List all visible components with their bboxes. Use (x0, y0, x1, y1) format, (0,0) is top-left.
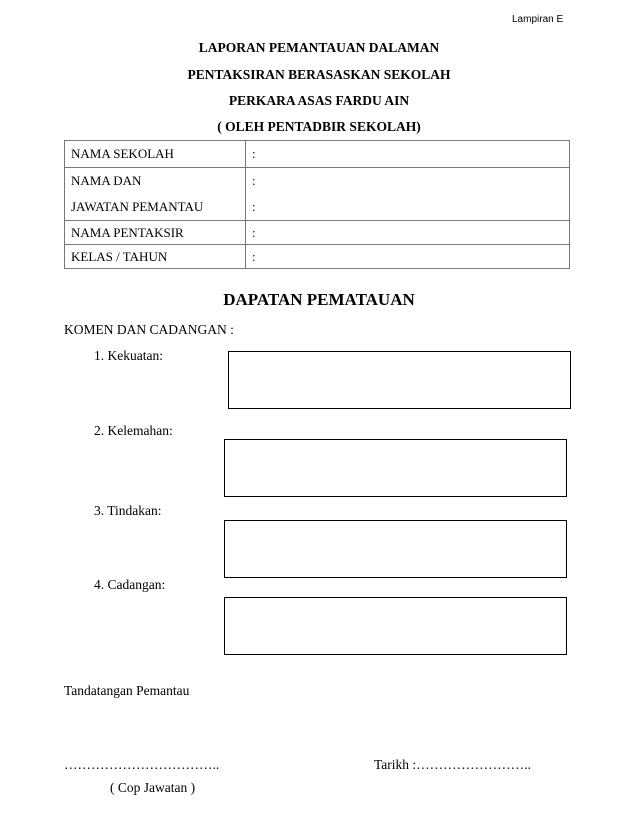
title-line-4: ( OLEH PENTADBIR SEKOLAH) (217, 119, 421, 134)
info-label-line: NAMA DAN (71, 173, 142, 188)
kelemahan-input-box[interactable] (224, 439, 567, 497)
info-value-line: : (252, 199, 256, 214)
section-heading: DAPATAN PEMATAUAN (223, 290, 415, 309)
info-value-line: : (252, 173, 256, 188)
info-row-nama-pentaksir (65, 221, 570, 245)
appendix-label: Lampiran E (512, 14, 564, 25)
signature-line[interactable]: …………………………….. (64, 757, 220, 772)
item-cadangan-label: 4. Cadangan: (94, 577, 166, 592)
title-line-2: PENTAKSIRAN BERASASKAN SEKOLAH (187, 67, 451, 82)
info-row-nama-sekolah (65, 141, 570, 168)
komen-label: KOMEN DAN CADANGAN : (64, 322, 234, 337)
tarikh-field[interactable]: Tarikh :…………………….. (374, 757, 531, 772)
item-tindakan-label: 3. Tindakan: (94, 503, 162, 518)
info-value[interactable]: : (246, 221, 570, 245)
info-label: NAMA PENTAKSIR (65, 221, 246, 245)
item-kekuatan-label: 1. Kekuatan: (94, 348, 163, 363)
info-row-jawatan-pemantau (65, 168, 570, 221)
info-value[interactable] (246, 168, 570, 221)
tindakan-input-box[interactable] (224, 520, 567, 578)
info-label (65, 168, 246, 221)
info-label-line: JAWATAN PEMANTAU (71, 199, 204, 214)
info-table (64, 140, 570, 269)
title-line-1: LAPORAN PEMANTAUAN DALAMAN (198, 40, 440, 55)
info-value[interactable]: : (246, 141, 570, 168)
cadangan-input-box[interactable] (224, 597, 567, 655)
kekuatan-input-box[interactable] (228, 351, 571, 409)
item-kelemahan-label: 2. Kelemahan: (94, 423, 173, 438)
info-label: KELAS / TAHUN (65, 245, 246, 269)
info-value[interactable]: : (246, 245, 570, 269)
info-label: NAMA SEKOLAH (65, 141, 246, 168)
signature-label: Tandatangan Pemantau (64, 683, 190, 698)
info-row-kelas-tahun (65, 245, 570, 269)
title-line-3: PERKARA ASAS FARDU AIN (228, 93, 410, 108)
cop-jawatan-label: ( Cop Jawatan ) (110, 780, 196, 795)
